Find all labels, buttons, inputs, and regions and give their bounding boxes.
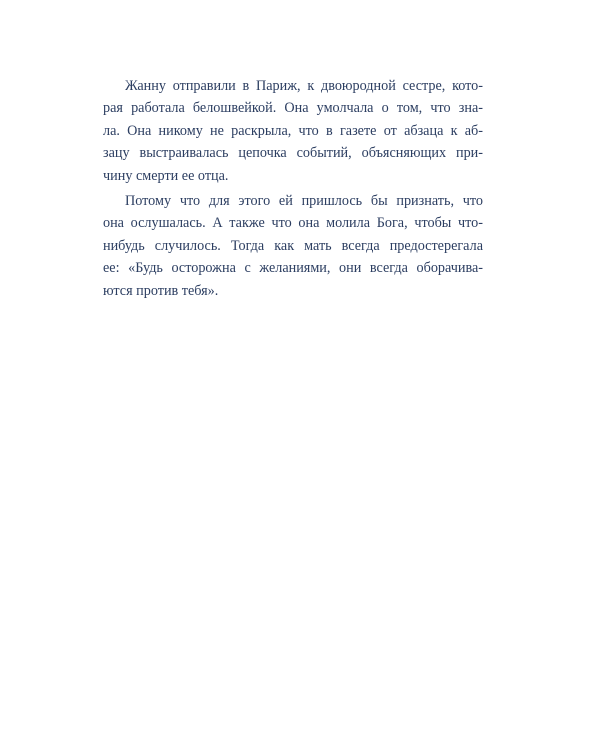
text-line: Жанну отправили в Париж, к двоюродной сестре, кото-	[125, 78, 483, 94]
text-line: рая работала белошвейкой. Она умолчала о том, что зна-	[103, 100, 483, 117]
text-line: ее: «Будь осторожна с желаниями, они всегда оборачива-	[103, 260, 483, 277]
paragraph-2	[103, 190, 483, 302]
paragraph-1	[103, 75, 483, 187]
text-line: зацу выстраивалась цепочка событий, объясняющих при-	[103, 145, 483, 162]
text-line: нибудь случилось. Тогда как мать всегда предостерегала	[103, 237, 483, 254]
text-line: чину смерти ее отца.	[103, 167, 229, 184]
text-line: ются против тебя».	[103, 282, 219, 299]
text-line: Потому что для этого ей пришлось бы признать, что	[125, 192, 483, 209]
body-text	[103, 75, 483, 302]
text-line: ла. Она никому не раскрыла, что в газете от абзаца к аб-	[103, 122, 483, 139]
text-line: она ослушалась. А также что она молила Бога, чтобы что-	[103, 215, 483, 232]
